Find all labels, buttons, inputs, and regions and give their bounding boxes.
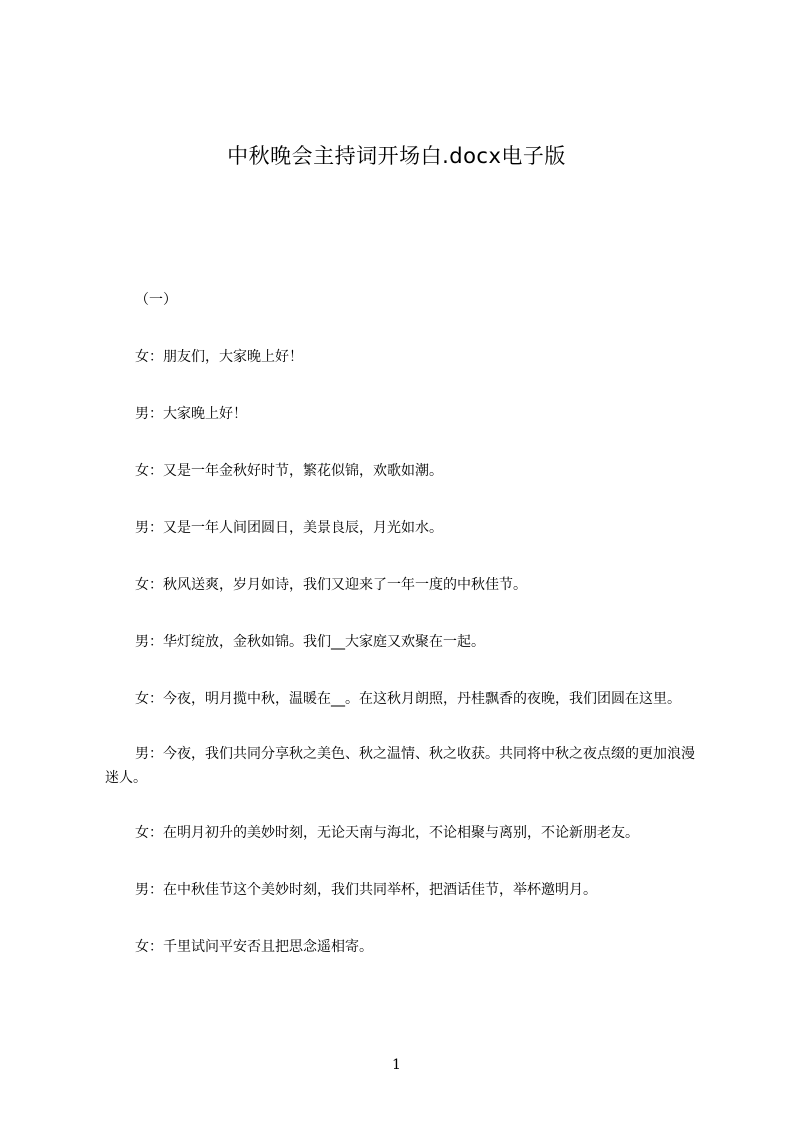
document-body (105, 288, 707, 992)
paragraph: 男：华灯绽放，金秋如锦。我们__大家庭又欢聚在一起。 (135, 634, 485, 650)
document-title: 中秋晚会主持词开场白.docx电子版 (227, 144, 566, 168)
paragraph: 女：又是一年金秋好时节，繁花似锦，欢歌如潮。 (135, 463, 443, 479)
paragraph: 男：又是一年人间团圆日，美景良辰，月光如水。 (135, 520, 443, 536)
paragraph: 男：在中秋佳节这个美妙时刻，我们共同举杯，把酒话佳节，举杯邀明月。 (135, 882, 597, 898)
paragraph: 女：朋友们，大家晚上好！ (135, 349, 303, 365)
paragraph: 女：秋风送爽，岁月如诗，我们又迎来了一年一度的中秋佳节。 (135, 577, 527, 593)
paragraph: 女：今夜，明月揽中秋，温暖在__。在这秋月朗照，丹桂飘香的夜晚，我们团圆在这里。 (135, 691, 681, 707)
paragraph: 男：今夜，我们共同分享秋之美色、秋之温情、秋之收获。共同将中秋之夜点缀的更加浪漫迷人。 (105, 746, 695, 786)
paragraph: 女：千里试问平安否且把思念遥相寄。 (135, 939, 373, 955)
page-number: 1 (392, 1057, 401, 1073)
paragraph: 男：大家晚上好！ (135, 406, 247, 422)
paragraph: （一） (135, 292, 177, 308)
paragraph: 女：在明月初升的美妙时刻，无论天南与海北，不论相聚与离别，不论新朋老友。 (135, 825, 639, 841)
